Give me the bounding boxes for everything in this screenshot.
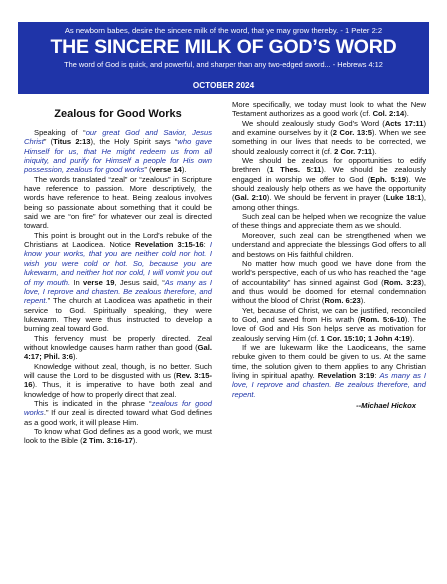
paragraph: This fervency must be properly directed. Zeal without knowledge causes harm rather than good (Gal. 4:17; Phil. 3:6). bbox=[24, 333, 212, 362]
paragraph: We should zealously study God’s Word (Acts 17:11) and examine ourselves by it (2 Cor. 13:5). When we see something in our lives that needs to be corrected, we should zealously correct it (cf. 2 Cor. 7:11). bbox=[232, 118, 426, 156]
header-subtitle-verse: The word of God is quick, and powerful, and sharper than any two-edged sword... - Hebrews 4:12 bbox=[64, 60, 383, 69]
issue-date: OCTOBER 2024 bbox=[192, 81, 255, 90]
paragraph: This point is brought out in the Lord’s rebuke of the Christians at Laodicea. Notice Revelation 3:15-16: I know your works, that you are neither cold nor hot. I wish you were cold or hot. So, because you are lukewarm, and neither hot nor cold, I will vomit you out of my mouth. In verse 19, Jesus said, “As many as I love, I reprove and chasten. Be zealous therefore, and repent.” The church at Laodicea was apathetic in their service to God. Spiritually speaking, they were lukewarm. They were thus instructed to develop a burning zeal toward God. bbox=[24, 230, 213, 334]
left-column bbox=[24, 100, 212, 446]
paragraph: No matter how much good we have done from the world’s perspective, each of us who has reached the “age of accountability” has sinned against God (Rom. 3:23), and thus would be doomed for eternal condemnation without the blood of Christ (Rom. 6:23). bbox=[232, 258, 426, 306]
paragraph: If we are lukewarm like the Laodiceans, the same rebuke given to them could be given to us. At the same time, the solution given to them applies to any Christian living in spiritual apathy. Revelation 3:19: As many as I love, I reprove and chasten. Be zealous therefore, and repent. bbox=[232, 342, 426, 399]
paragraph: Moreover, such zeal can be strengthened when we understand and appreciate the blessings God offers to all and bestows on His faithful children. bbox=[232, 230, 426, 259]
article-heading: Zealous for Good Works bbox=[54, 108, 182, 120]
paragraph: This is indicated in the phrase “zealous for good works.” If our zeal is directed toward what God defines as a good work, it will please Him. bbox=[24, 398, 212, 427]
header-banner bbox=[18, 22, 429, 94]
paragraph: The words translated “zeal” or “zealous” in Scripture have reference to passion. More descriptively, the words have reference to heat. Being zealous involves being so passionate about something that it could be said we are “on fire” for whatever our zeal is directed toward. bbox=[24, 174, 212, 231]
right-column bbox=[232, 100, 426, 410]
header-verse: As newborn babes, desire the sincere milk of the word, that ye may grow thereby. - 1 Peter 2:2 bbox=[64, 26, 383, 35]
paragraph: We should be zealous for opportunities to edify brethren (1 Thes. 5:11). We should be zealously engaged in worship we offer to God (Eph. 5:19). We should zealously help others as we have the opportunity (Gal. 2:10). We should be fervent in prayer (Luke 18:1), among other things. bbox=[232, 156, 426, 212]
newsletter-title: THE SINCERE MILK OF GOD’S WORD bbox=[50, 36, 397, 58]
paragraph: Knowledge without zeal, though, is no better. Such will cause the Lord to be disgusted with us (Rev. 3:15-16). Thus, it is imperative to have both zeal and knowledge of how to properly direct that zeal. bbox=[24, 361, 212, 399]
paragraph: Speaking of “our great God and Savior, Jesus Christ” (Titus 2:13), the Holy Spirit says “who gave Himself for us, that He might redeem us from all iniquity, and purify for Himself a people for His own possession, zealous for good works” (verse 14). bbox=[24, 128, 212, 175]
paragraph: Such zeal can be helped when we recognize the value of these things and appreciate them as we should. bbox=[232, 212, 426, 231]
paragraph: More specifically, we today must look to what the New Testament authorizes as a good work (cf. Col. 2:14). bbox=[232, 100, 426, 119]
paragraph: To know what God defines as a good work, we must look to the Bible (2 Tim. 3:16-17). bbox=[24, 427, 212, 446]
author-signature: --Michael Hickox bbox=[356, 401, 416, 410]
paragraph: Yet, because of Christ, we can be justified, reconciled to God, and saved from His wrath (Rom. 5:6-10). The love of God and His Son helps serve as motivation for zealously serving Him (cf. 1 Cor. 15:10; 1 John 4:19). bbox=[232, 305, 426, 343]
